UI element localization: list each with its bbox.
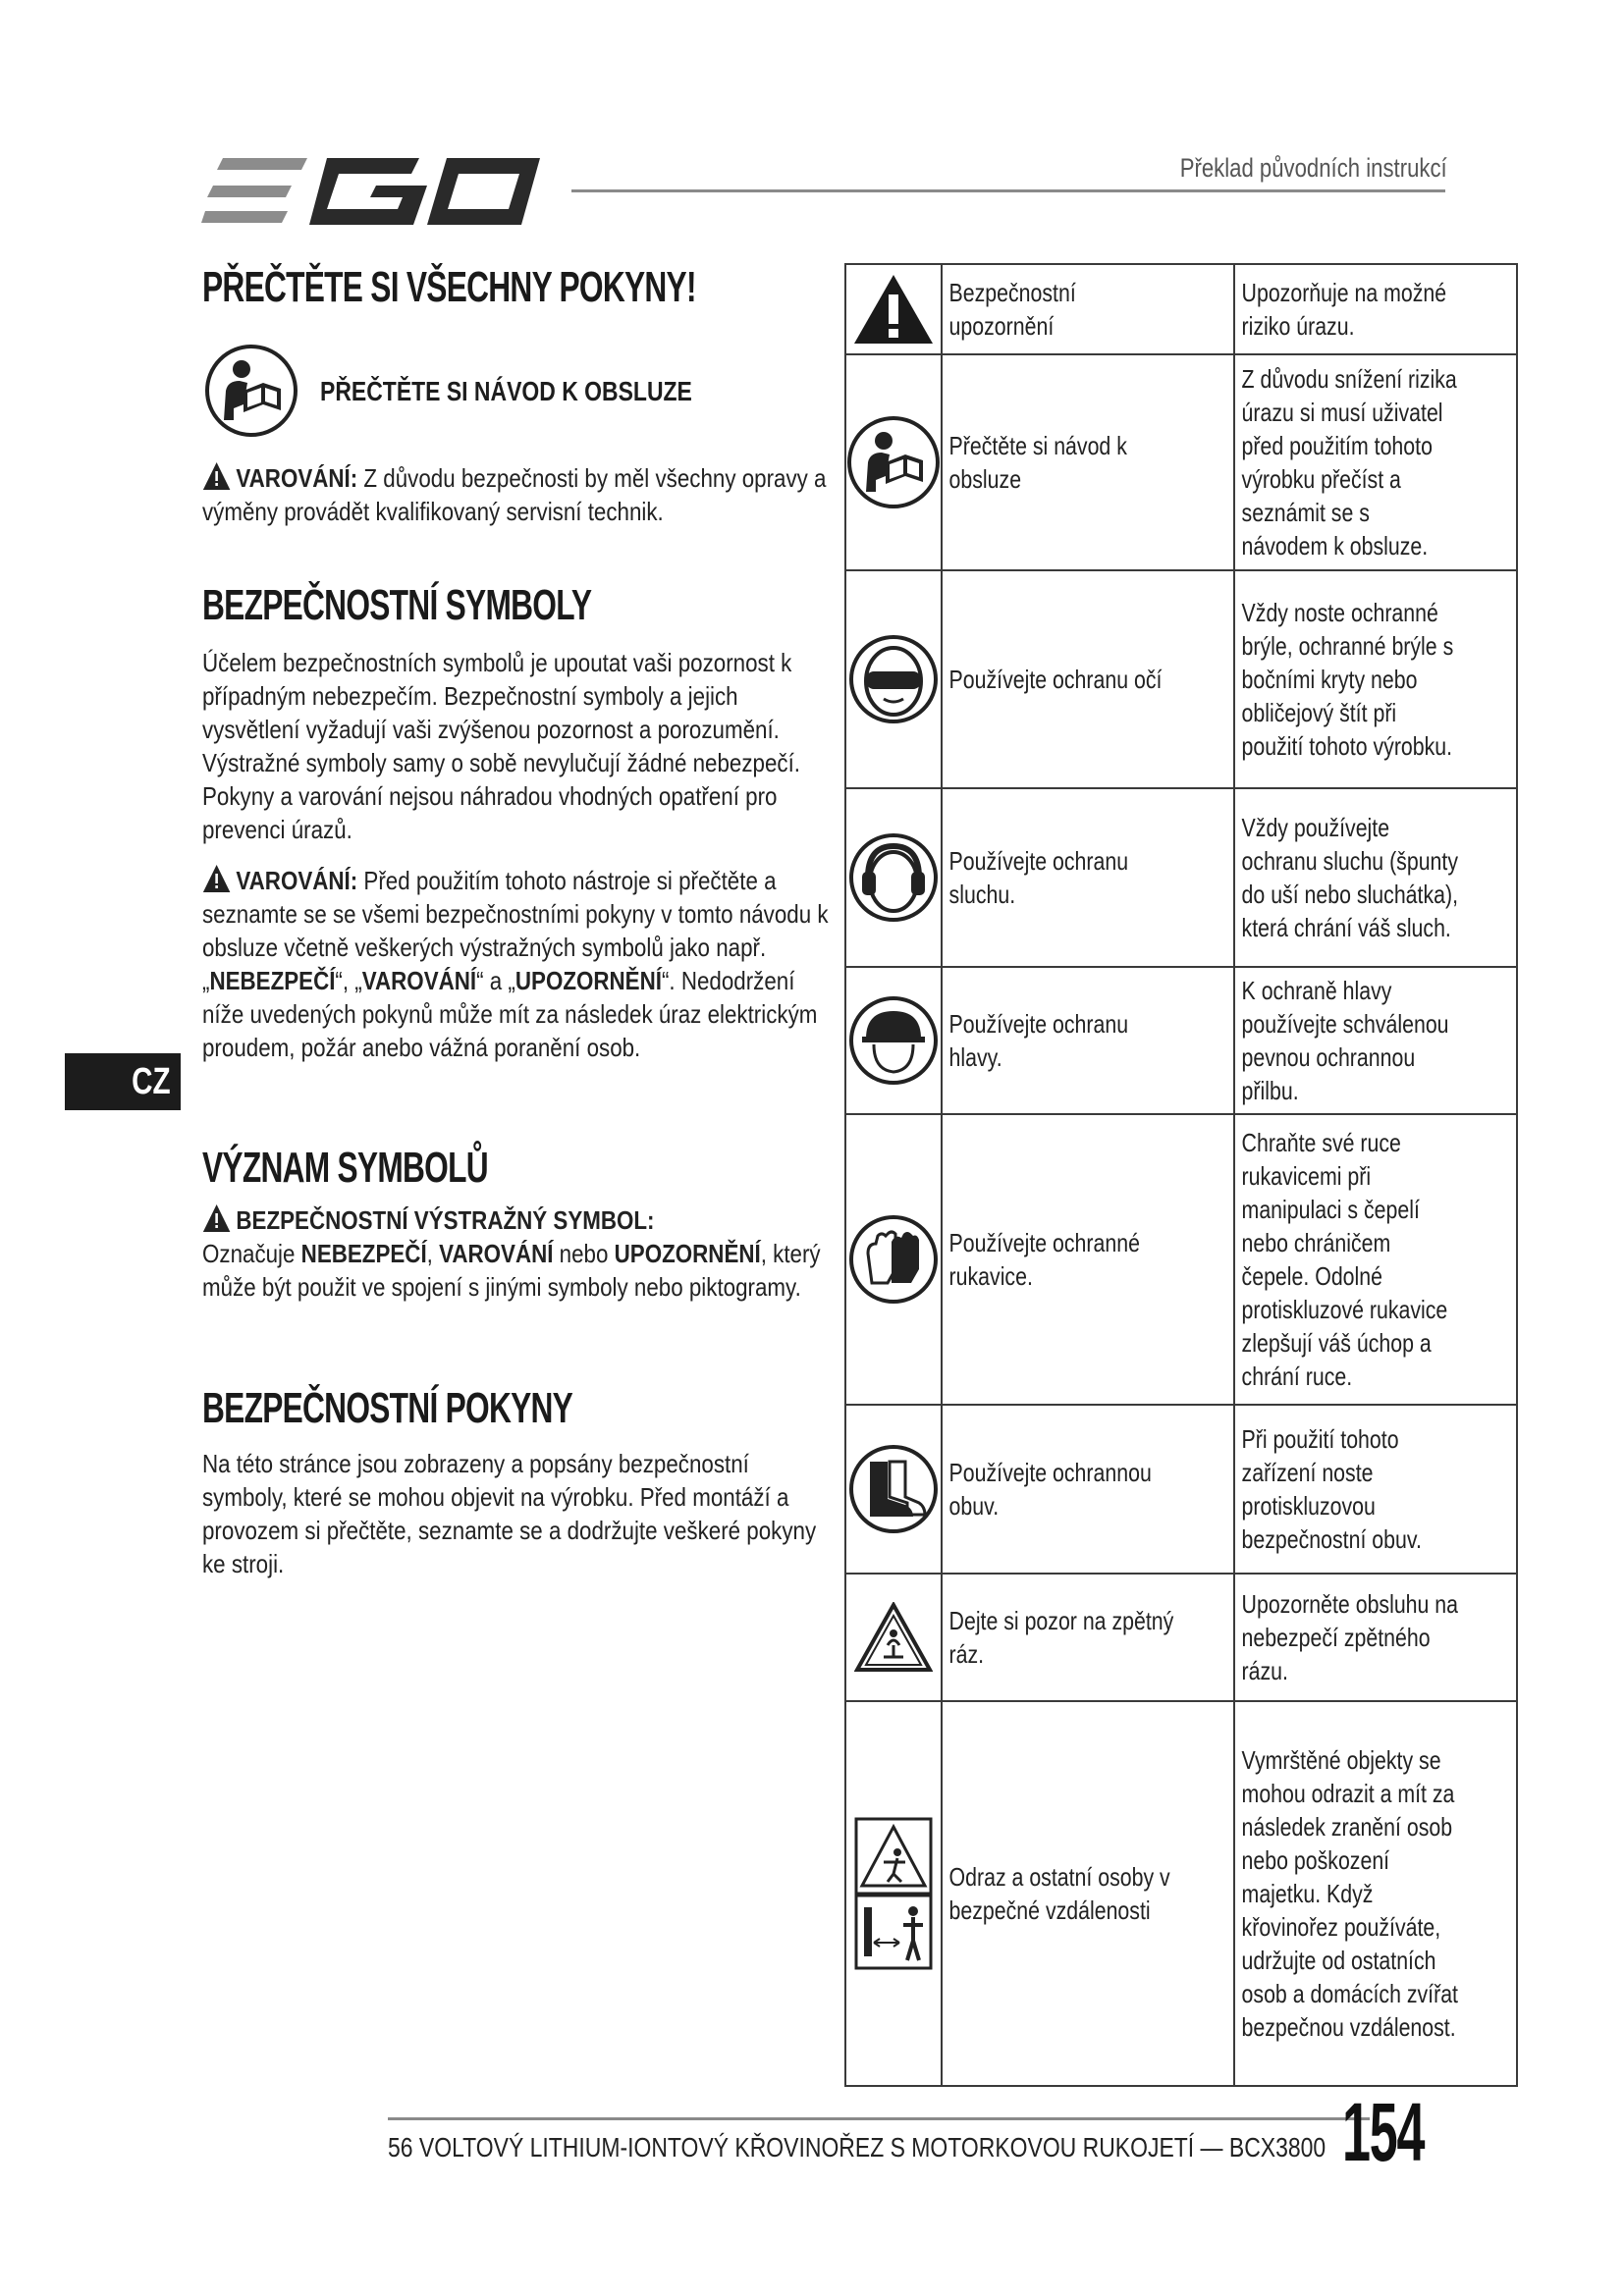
read-manual-label: PŘEČTĚTE SI NÁVOD K OBSLUZE bbox=[320, 376, 692, 406]
ear-protection-icon bbox=[848, 832, 939, 923]
keyword-caution: UPOZORNĚNÍ bbox=[514, 966, 662, 995]
symbol-description: Při použití tohoto zařízení noste protiskluzovou bezpečnostní obuv. bbox=[1241, 1424, 1422, 1554]
boots-icon bbox=[848, 1444, 939, 1534]
table-row bbox=[845, 1405, 1517, 1574]
keyword-danger: NEBEZPEČÍ bbox=[300, 1239, 427, 1268]
language-tab bbox=[65, 1053, 181, 1110]
header-rule bbox=[571, 189, 1445, 192]
read-manual-icon bbox=[204, 344, 298, 438]
helmet-icon bbox=[848, 995, 939, 1086]
heading-read-all: PŘEČTĚTE SI VŠECHNY POKYNY! bbox=[202, 263, 696, 311]
warning-label: VAROVÁNÍ: bbox=[236, 866, 358, 895]
keyword-warning: VAROVÁNÍ bbox=[361, 966, 477, 995]
symbol-name: Používejte ochranu očí bbox=[948, 665, 1163, 694]
heading-safety-symbols: BEZPEČNOSTNÍ SYMBOLY bbox=[202, 581, 592, 629]
symbol-icon-cell bbox=[845, 788, 942, 967]
table-row bbox=[845, 354, 1517, 570]
table-row bbox=[845, 967, 1517, 1114]
table-row bbox=[845, 570, 1517, 788]
symbol-icon-cell bbox=[845, 264, 942, 354]
table-row bbox=[845, 1701, 1517, 2086]
symbol-name: Dejte si pozor na zpětný ráz. bbox=[948, 1606, 1174, 1669]
footer-text: 56 VOLTOVÝ LITHIUM-IONTOVÝ KŘOVINOŘEZ S MOTORKOVOU RUKOJETÍ — BCX3800 bbox=[388, 2132, 1326, 2163]
symbol-icon-cell bbox=[845, 967, 942, 1114]
warning-paragraph-2 bbox=[202, 864, 831, 1064]
warning-triangle-icon bbox=[202, 461, 231, 491]
symbol-icon-cell bbox=[845, 354, 942, 570]
table-row bbox=[845, 1574, 1517, 1701]
symbol-description: Upozorňuje na možné riziko úrazu. bbox=[1241, 278, 1447, 341]
table-row bbox=[845, 788, 1517, 967]
separator: “ a „ bbox=[476, 966, 515, 995]
keyword-danger: NEBEZPEČÍ bbox=[209, 966, 336, 995]
separator: nebo bbox=[553, 1239, 615, 1268]
alert-symbol-label: BEZPEČNOSTNÍ VÝSTRAŽNÝ SYMBOL: bbox=[236, 1205, 655, 1235]
symbol-name: Používejte ochranu hlavy. bbox=[948, 1009, 1129, 1072]
safety-instructions-paragraph: Na této stránce jsou zobrazeny a popsány bezpečnostní symboly, které se mohou objevit na výrobku. Před montáží a provozem si přečtěte, seznamte se a dodržujte veškeré pokyny ke stroji. bbox=[202, 1449, 817, 1578]
symbol-name: Bezpečnostní upozornění bbox=[948, 278, 1076, 341]
warning-paragraph-1 bbox=[202, 461, 831, 528]
keyword-caution: UPOZORNĚNÍ bbox=[614, 1239, 761, 1268]
gloves-icon bbox=[848, 1214, 939, 1305]
symbols-table bbox=[844, 263, 1518, 2087]
warning-text: “. Nedodržení níže uvedených pokynů může mít za následek úraz elektrickým proudem, požár anebo vážná poranění osob. bbox=[202, 966, 818, 1062]
symbol-description: K ochraně hlavy používejte schválenou pevnou ochrannou přilbu. bbox=[1241, 976, 1449, 1105]
symbol-description: Upozorněte obsluhu na nebezpečí zpětného rázu. bbox=[1241, 1589, 1459, 1685]
symbol-description: Vždy noste ochranné brýle, ochranné brýle s bočními kryty nebo obličejový štít při použití tohoto výrobku. bbox=[1241, 598, 1454, 761]
keyword-warning: VAROVÁNÍ bbox=[439, 1239, 554, 1268]
symbol-description: Z důvodu snížení rizika úrazu si musí uživatel před použitím tohoto výrobku přečíst a seznámit se s návodem k obsluze. bbox=[1241, 364, 1457, 561]
kickback-warning-icon bbox=[854, 1602, 933, 1673]
alert-symbol-text: Označuje bbox=[202, 1239, 301, 1268]
separator: , bbox=[426, 1239, 440, 1268]
alert-symbol-paragraph bbox=[202, 1203, 831, 1304]
alert-symbol-text: , který může být použit ve spojení s jinými symboly nebo piktogramy. bbox=[202, 1239, 821, 1302]
page-number: 154 bbox=[1342, 2086, 1425, 2178]
header-title: Překlad původních instrukcí bbox=[1180, 153, 1447, 183]
safety-symbols-paragraph: Účelem bezpečnostních symbolů je upoutat vaši pozornost k případným nebezpečím. Bezpečnostní symboly a jejich vysvětlení vyžadují vaši zvýšenou pozornost a porozumění. Výstražné symboly samy o sobě nevylučují žádné nebezpečí. Pokyny a varování nejsou náhradou vhodných opatření pro prevenci úrazů. bbox=[202, 648, 801, 844]
symbol-name: Používejte ochranné rukavice. bbox=[948, 1228, 1140, 1291]
read-manual-icon bbox=[846, 415, 941, 509]
safety-glasses-icon bbox=[848, 634, 939, 724]
bystander-distance-icon bbox=[854, 1817, 933, 1970]
symbol-description: Vymrštěné objekty se mohou odrazit a mít za následek zranění osob nebo poškození majetku. Když křovinořez používáte, udržujte od ostatních osob a domácích zvířat bezpečnou vzdálenost. bbox=[1241, 1745, 1458, 2042]
symbol-name: Přečtěte si návod k obsluze bbox=[948, 431, 1127, 494]
table-row bbox=[845, 264, 1517, 354]
warning-triangle-icon bbox=[852, 273, 935, 346]
warning-label: VAROVÁNÍ: bbox=[236, 463, 358, 493]
symbol-icon-cell bbox=[845, 570, 942, 788]
ego-logo bbox=[201, 152, 540, 231]
separator: “, „ bbox=[335, 966, 362, 995]
symbol-icon-cell bbox=[845, 1114, 942, 1405]
heading-meaning-of-symbols: VÝZNAM SYMBOLŮ bbox=[202, 1144, 488, 1192]
symbol-name: Odraz a ostatní osoby v bezpečné vzdálenosti bbox=[948, 1862, 1170, 1925]
symbol-icon-cell bbox=[845, 1574, 942, 1701]
warning-triangle-icon bbox=[202, 1203, 231, 1233]
symbol-name: Používejte ochrannou obuv. bbox=[948, 1458, 1152, 1521]
logo-text: EGO bbox=[201, 152, 204, 153]
language-tab-label: CZ bbox=[132, 1061, 171, 1102]
table-row bbox=[845, 1114, 1517, 1405]
symbol-name: Používejte ochranu sluchu. bbox=[948, 846, 1129, 909]
symbol-description: Chraňte své ruce rukavicemi při manipulaci s čepelí nebo chráničem čepele. Odolné protiskluzové rukavice zlepšují váš úchop a chrání ruce. bbox=[1241, 1128, 1448, 1391]
warning-text: Z důvodu bezpečnosti by měl všechny opravy a výměny provádět kvalifikovaný servisní technik. bbox=[202, 463, 827, 526]
warning-triangle-icon bbox=[202, 864, 231, 893]
footer-rule bbox=[388, 2117, 1370, 2120]
symbol-icon-cell bbox=[845, 1701, 942, 2086]
warning-text: Před použitím tohoto nástroje si přečtěte a seznamte se se všemi bezpečnostními pokyny v tomto návodu k obsluze včetně veškerých výstražných symbolů jako např. „ bbox=[202, 866, 829, 995]
heading-safety-instructions: BEZPEČNOSTNÍ POKYNY bbox=[202, 1384, 573, 1432]
symbol-icon-cell bbox=[845, 1405, 942, 1574]
symbol-description: Vždy používejte ochranu sluchu (špunty do uší nebo sluchátka), která chrání váš sluch. bbox=[1241, 813, 1459, 942]
